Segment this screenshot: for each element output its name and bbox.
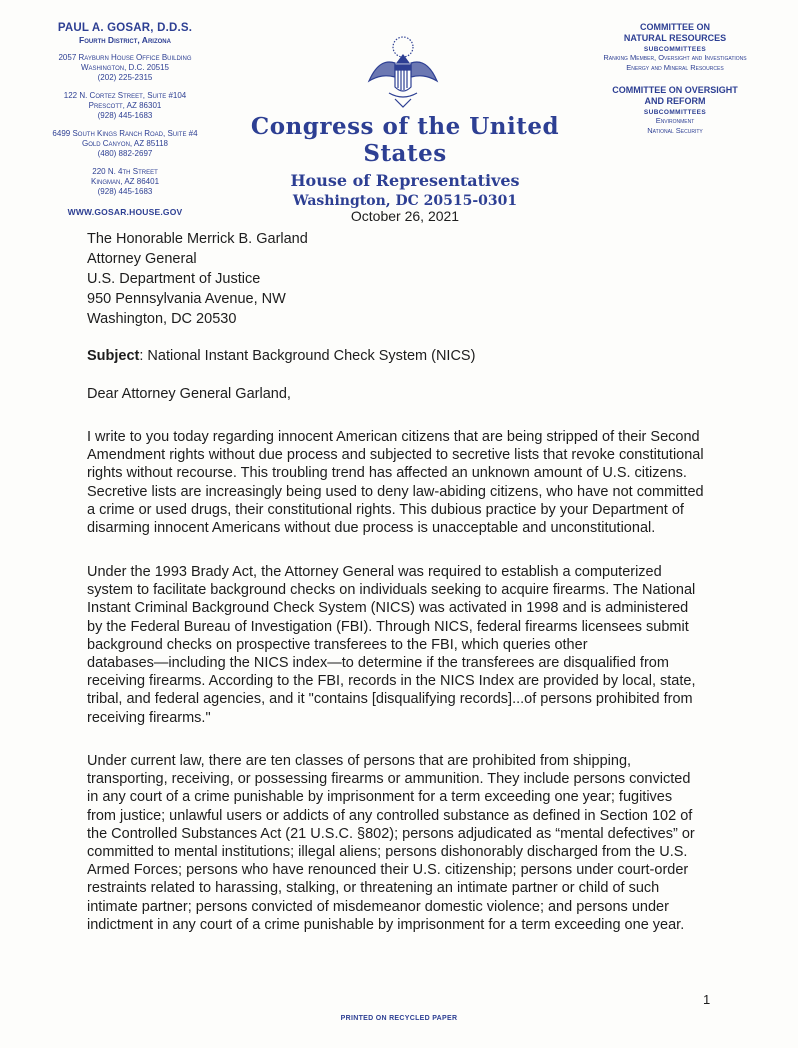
- paragraph-line: Instant Criminal Background Check System (NICS) was activated in 1998 and is administered: [87, 600, 689, 617]
- subcommittees-label: SUBCOMMITTEES: [643, 46, 707, 53]
- letterhead-right: [560, 22, 790, 136]
- subcommittees-label: SUBCOMMITTEES: [643, 109, 707, 116]
- recipient-line: U.S. Department of Justice: [87, 271, 261, 287]
- paragraph-3: [87, 752, 727, 934]
- member-district: Fourth District, Arizona: [79, 35, 171, 45]
- office-line: Prescott, AZ 86301: [88, 101, 162, 110]
- subject-label: Subject: [87, 348, 140, 364]
- paragraph-line: Under current law, there are ten classes of persons that are prohibited from shipping,: [87, 753, 632, 769]
- office-line: (480) 882-2697: [97, 149, 153, 158]
- office-line: Gold Canyon, AZ 85118: [82, 139, 168, 148]
- committee-natural-resources: [560, 22, 790, 73]
- letter-date: October 26, 2021: [350, 208, 460, 224]
- office-line: Kingman, AZ 86401: [90, 177, 160, 186]
- paragraph-line: intimate partner; persons convicted of misdemeanor domestic violence; and persons under: [87, 898, 669, 915]
- paragraph-line: from justice; unlawful users or addicts of any controlled substance as defined in Section 102 of: [87, 807, 693, 824]
- recipient-address: [87, 229, 308, 329]
- washington-address: Washington, DC 20515-0301: [292, 193, 518, 209]
- paragraph-line: the Controlled Substances Act (21 U.S.C. §802); persons adjudicated as “mental defectives” or: [87, 825, 695, 842]
- salutation: Dear Attorney General Garland,: [87, 386, 291, 402]
- committee-title: COMMITTEE ON: [640, 22, 710, 32]
- paragraph-line: background checks on prospective transferees to the FBI, which queries other: [87, 636, 588, 653]
- paragraph-line: Amendment rights without due process and subjected to secretive lists that revoke constitutional: [87, 447, 704, 464]
- paragraph-line: committed to mental institutions; illegal aliens; persons dishonorably discharged from the U.S.: [87, 844, 688, 861]
- subject-text: : National Instant Background Check System (NICS): [139, 348, 476, 364]
- member-name: PAUL A. GOSAR, D.D.S.: [57, 22, 193, 34]
- recycled-paper-footer: PRINTED ON RECYCLED PAPER: [340, 1015, 458, 1022]
- paragraph-2: [87, 563, 727, 727]
- committee-title: COMMITTEE ON OVERSIGHT: [612, 85, 738, 95]
- committee-title: NATURAL RESOURCES: [623, 33, 727, 43]
- paragraph-line: by the Federal Bureau of Investigation (FBI). Through NICS, federal firearms licensees submit: [87, 618, 689, 635]
- paragraph-line: receiving firearms. According to the FBI, records in the NICS Index are provided by local, state,: [87, 673, 696, 690]
- recipient-line: 950 Pennsylvania Avenue, NW: [87, 291, 286, 307]
- paragraph-line: I write to you today regarding innocent American citizens that are being stripped of their Second: [87, 429, 700, 445]
- committee-oversight: [560, 85, 790, 136]
- office-kingman: [30, 167, 220, 197]
- paragraph-line: transporting, receiving, or possessing firearms or ammunition. They include persons convicted: [87, 771, 691, 788]
- paragraph-line: Secretive lists are increasingly being used to deny law-abiding citizens, who have not committed: [87, 483, 704, 500]
- paragraph-line: system to facilitate background checks on individuals seeking to acquire firearms. The National: [87, 582, 696, 599]
- paragraph-line: receiving firearms.": [87, 709, 211, 726]
- office-prescott: [30, 91, 220, 121]
- office-line: (928) 445-1683: [97, 187, 153, 196]
- subcommittee-item: Ranking Member, Oversight and Investigations: [603, 53, 747, 62]
- paragraph-line: tribal, and federal agencies, and it "contains [disqualifying records]...of persons prohibited from: [87, 691, 693, 708]
- congress-title: Congress of the United States: [250, 113, 560, 167]
- subcommittee-item: National Security: [647, 126, 703, 135]
- office-line: 2057 Rayburn House Office Building: [58, 53, 192, 62]
- letterhead-title: [225, 113, 585, 224]
- office-line: Washington, D.C. 20515: [80, 63, 170, 72]
- subcommittee-item: Environment: [655, 116, 695, 125]
- office-line: (928) 445-1683: [97, 111, 153, 120]
- paragraph-line: Under the 1993 Brady Act, the Attorney General was required to establish a computerized: [87, 564, 662, 580]
- office-gold-canyon: [30, 129, 220, 159]
- paragraph-1: [87, 428, 727, 537]
- recipient-line: Attorney General: [87, 251, 197, 267]
- letterhead-left: [30, 22, 220, 217]
- recipient-line: The Honorable Merrick B. Garland: [87, 231, 308, 247]
- recipient-line: Washington, DC 20530: [87, 311, 237, 327]
- office-dc: [30, 53, 220, 83]
- paragraph-line: in any court of a crime punishable by imprisonment for a term exceeding one year; fugitives: [87, 789, 673, 806]
- paragraph-line: rights without recourse. This troubling trend has affected an unknown amount of U.S. citizens.: [87, 465, 687, 482]
- house-title: House of Representatives: [290, 171, 520, 190]
- paragraph-line: a crime or used drugs, their constitutional rights. This dubious practice by your Department of: [87, 501, 684, 518]
- office-line: 6499 South Kings Ranch Road, Suite #4: [52, 129, 198, 138]
- paragraph-line: indictment in any court of a crime punishable by imprisonment for a term exceeding one year.: [87, 916, 685, 933]
- office-line: 122 N. Cortez Street, Suite #104: [63, 91, 187, 100]
- page-number: 1: [703, 992, 711, 1007]
- paragraph-line: Armed Forces; persons who have renounced their U.S. citizenship; persons under court-order: [87, 862, 689, 879]
- subcommittee-item: Energy and Mineral Resources: [626, 63, 724, 72]
- house-seal-icon: [365, 33, 441, 109]
- website-link[interactable]: WWW.GOSAR.HOUSE.GOV: [67, 207, 183, 217]
- paragraph-line: databases—including the NICS index—to determine if the transferees are disqualified from: [87, 655, 669, 672]
- committee-title: AND REFORM: [644, 96, 706, 106]
- office-line: 220 N. 4th Street: [92, 167, 158, 176]
- paragraph-line: restraints related to harassing, stalking, or threatening an intimate partner or child of such: [87, 880, 660, 897]
- paragraph-line: disarming innocent Americans without due process is unacceptable and unconstitutional.: [87, 520, 656, 537]
- office-line: (202) 225-2315: [97, 73, 153, 82]
- subject-line: [87, 348, 475, 364]
